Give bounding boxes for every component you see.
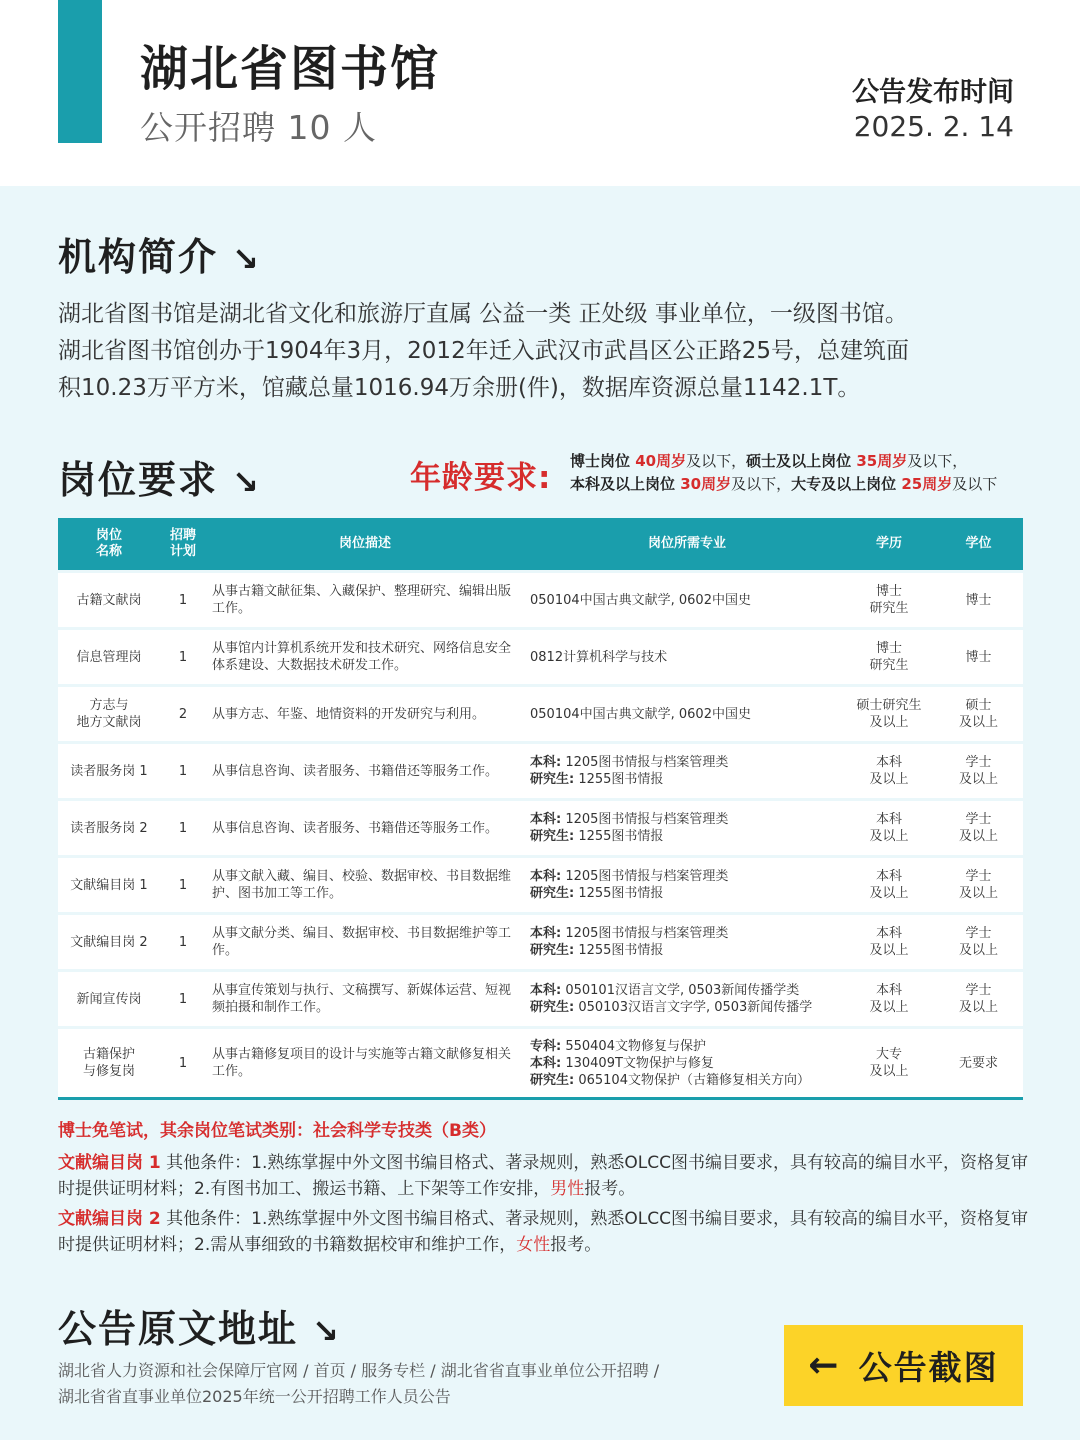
intro-section-title <box>58 226 261 281</box>
page-subtitle: 公开招聘 10 人 <box>140 108 377 147</box>
arrow-left-icon: ← <box>808 1345 841 1386</box>
page-title: 湖北省图书馆 <box>140 41 441 97</box>
breadcrumb-line: 湖北省人力资源和社会保障厅官网 / 首页 / 服务专栏 / 湖北省省直事业单位公开招聘 / <box>58 1361 660 1380</box>
positions-section-title <box>58 449 261 504</box>
header-degree: 学位 <box>965 536 992 551</box>
cataloging-2-note: 文献编目岗 2 其他条件：1.熟练掌握中外文图书编目格式、著录规则，熟悉OLCC图书编目要求，具有较高的编目水平，资格复审时提供证明材料；2.需从事细致的书籍数据校审和维护工作，女性报考。 <box>58 1209 1028 1255</box>
table-row: 古籍保护 与修复岗 1 从事古籍修复项目的设计与实施等古籍文献修复相关工作。 专科: 550404文物修复与保护 本科: 130409T文物保护与修复 研究生: 065104文物保护（古籍修复相关方向） 大专 及以上 无要求 <box>58 1029 1023 1097</box>
positions-table <box>58 518 1023 1100</box>
arrow-down-right-icon: ↘ <box>232 463 261 501</box>
intro-line: 积10.23万平方米，馆藏总量1016.94万余册(件)，数据库资源总量1142.1T。 <box>58 375 861 401</box>
intro-paragraph <box>58 296 1028 407</box>
header-description: 岗位描述 <box>338 536 391 551</box>
arrow-down-right-icon: ↘ <box>232 240 261 278</box>
table-row: 读者服务岗 2 1 从事信息咨询、读者服务、书籍借还等服务工作。 本科: 1205图书情报与档案管理类 研究生: 1255图书情报 本科 及以上 学士 及以上 <box>58 801 1023 855</box>
publish-date-label: 公告发布时间 <box>852 77 1014 108</box>
table-row: 方志与 地方文献岗 2 从事方志、年鉴、地情资料的开发研究与利用。 050104中国古典文献学, 0602中国史 硕士研究生 及以上 硕士 及以上 <box>58 687 1023 741</box>
header-education: 学历 <box>875 536 902 551</box>
header-position-name: 岗位 名称 <box>95 528 122 559</box>
header-major: 岗位所需专业 <box>647 536 726 551</box>
header-recruit-count: 招聘 计划 <box>169 528 196 559</box>
intro-line: 湖北省图书馆创办于1904年3月，2012年迁入武汉市武昌区公正路25号，总建筑面 <box>58 338 909 364</box>
intro-line: 湖北省图书馆是湖北省文化和旅游厅直属 公益一类 正处级 事业单位，一级图书馆。 <box>58 301 908 327</box>
source-breadcrumb <box>58 1358 758 1410</box>
table-header <box>58 518 1023 570</box>
notice-screenshot-button[interactable] <box>784 1325 1023 1406</box>
source-title-text: 公告原文地址 <box>58 1307 299 1351</box>
positions-title-text: 岗位要求 <box>58 458 219 502</box>
table-row: 读者服务岗 1 1 从事信息咨询、读者服务、书籍借还等服务工作。 本科: 1205图书情报与档案管理类 研究生: 1255图书情报 本科 及以上 学士 及以上 <box>58 744 1023 798</box>
exam-note: 博士免笔试，其余岗位笔试类别：社会科学专技类（B类） <box>58 1121 496 1141</box>
table-row: 古籍文献岗 1 从事古籍文献征集、入藏保护、整理研究、编辑出版工作。 050104中国古典文献学, 0602中国史 博士 研究生 博士 <box>58 573 1023 627</box>
table-row: 新闻宣传岗 1 从事宣传策划与执行、文稿撰写、新媒体运营、短视频拍摄和制作工作。 本科: 050101汉语言文学, 0503新闻传播学类 研究生: 050103汉语言文字学, 0503新闻传播学 本科 及以上 学士 及以上 <box>58 972 1023 1026</box>
accent-bar <box>58 0 102 143</box>
cataloging-1-note: 文献编目岗 1 其他条件：1.熟练掌握中外文图书编目格式、著录规则，熟悉OLCC图书编目要求，具有较高的编目水平，资格复审时提供证明材料；2.有图书加工、搬运书籍、上下架等工作安排，男性报考。 <box>58 1153 1028 1199</box>
age-requirement-text: 博士岗位 40周岁及以下，硕士及以上岗位 35周岁及以下， 本科及以上岗位 30周岁及以下，大专及以上岗位 25周岁及以下 <box>570 452 998 493</box>
table-row: 文献编目岗 2 1 从事文献分类、编目、数据审校、书目数据维护等工作。 本科: 1205图书情报与档案管理类 研究生: 1255图书情报 本科 及以上 学士 及以上 <box>58 915 1023 969</box>
table-row: 信息管理岗 1 从事馆内计算机系统开发和技术研究、网络信息安全体系建设、大数据技术研发工作。 0812计算机科学与技术 博士 研究生 博士 <box>58 630 1023 684</box>
intro-title-text: 机构简介 <box>58 235 219 279</box>
breadcrumb-line: 湖北省省直事业单位2025年统一公开招聘工作人员公告 <box>58 1387 451 1406</box>
button-label: 公告截图 <box>858 1348 999 1387</box>
table-row: 文献编目岗 1 1 从事文献入藏、编目、校验、数据审校、书目数据维护、图书加工等工作。 本科: 1205图书情报与档案管理类 研究生: 1255图书情报 本科 及以上 学士 及以上 <box>58 858 1023 912</box>
publish-date-value: 2025. 2. 14 <box>853 110 1014 143</box>
age-requirement-label: 年龄要求: <box>410 460 552 496</box>
source-section-title <box>58 1298 341 1353</box>
arrow-down-right-icon: ↘ <box>312 1312 341 1350</box>
header <box>0 0 1080 186</box>
